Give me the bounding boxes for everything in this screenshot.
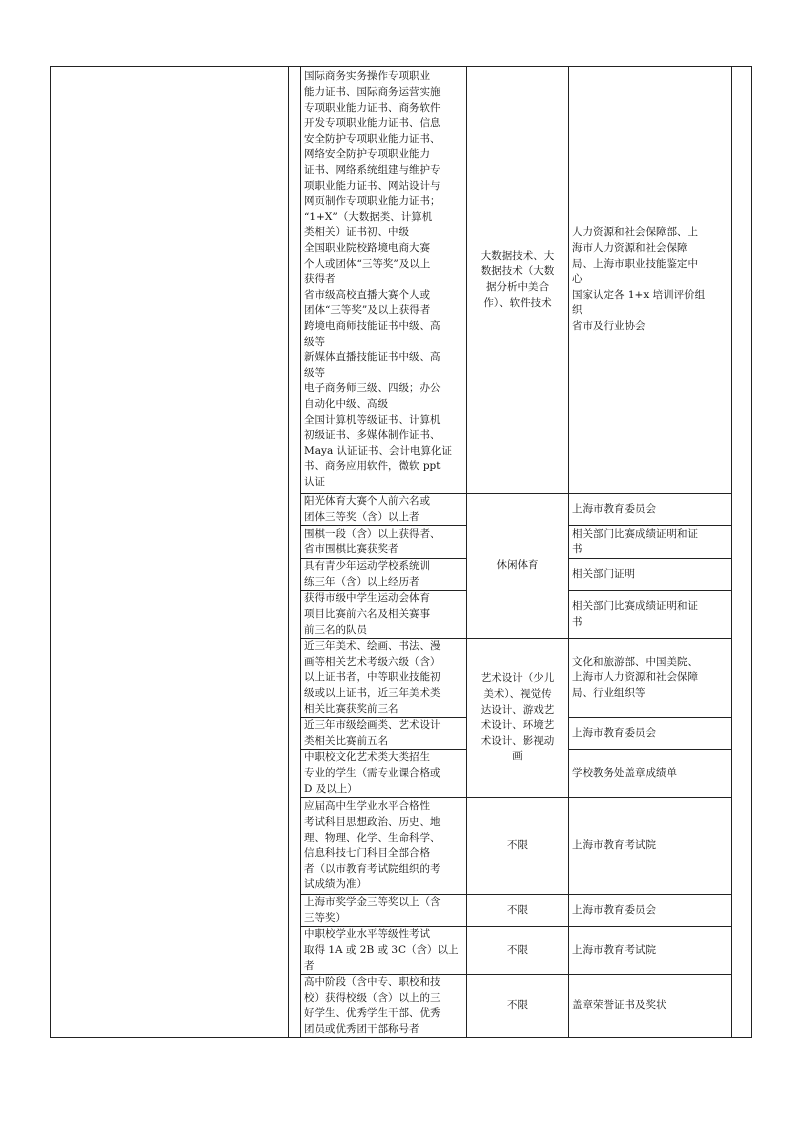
text-line: 国际商务实务操作专项职业 <box>304 70 430 83</box>
issuing-body-cell <box>569 895 732 927</box>
text-line: 国家认定各 1+x 培训评价组 <box>572 288 706 301</box>
text-line: 级或以上证书，近三年美术类 <box>304 686 441 699</box>
text-line: 大数据技术、大 <box>480 249 555 262</box>
text-line: 学校教务处盖章成绩单 <box>572 766 677 779</box>
text-line: 三等奖） <box>304 911 346 924</box>
text-line: 术设计、影视动 <box>480 734 555 747</box>
requirement-cell <box>301 750 467 798</box>
text-line: 中职校文化艺术类大类招生 <box>304 751 430 764</box>
text-line: 者（以市教育考试院组织的考 <box>304 862 441 875</box>
text-line: 阳光体育大赛个人前六名或 <box>304 495 430 507</box>
text-line: “1+X”（大数据类、计算机 <box>304 210 433 223</box>
text-line: 相关部门证明 <box>572 567 635 580</box>
text-line: 围棋一段（含）以上获得者、 <box>304 527 441 540</box>
text-line: 开发专项职业能力证书、信息 <box>304 117 441 130</box>
text-line: 据分析中美合 <box>486 281 549 293</box>
text-line: 书 <box>572 615 583 628</box>
major-field-cell <box>467 494 569 639</box>
text-line: 团体“三等奖”及以上获得者 <box>304 304 431 317</box>
text-line: 书 <box>572 543 583 556</box>
text-line: 省市围棋比赛获奖者 <box>304 543 399 556</box>
requirement-cell <box>301 559 467 591</box>
text-line: 局、上海市职业技能鉴定中 <box>572 257 698 270</box>
text-line: 团员或优秀团干部称号者 <box>304 1022 420 1035</box>
text-line: 不限 <box>507 839 528 852</box>
text-line: 书、商务应用软件，微软 ppt <box>304 460 441 473</box>
table-row <box>51 67 752 494</box>
text-line: Maya 认证证书、会计电算化证 <box>304 444 453 457</box>
text-line: 上海市教育考试院 <box>572 839 656 852</box>
issuing-body-cell <box>569 927 732 975</box>
text-line: 上海市教育委员会 <box>572 903 656 916</box>
major-field-cell <box>467 927 569 975</box>
requirement-cell <box>301 526 467 559</box>
issuing-body-cell <box>569 67 732 494</box>
issuing-body-cell <box>569 526 732 559</box>
text-line: 盖章荣誉证书及奖状 <box>572 999 667 1012</box>
text-line: 电子商务师三级、四级；办公 <box>304 382 441 395</box>
text-line: 网络安全防护专项职业能力 <box>304 148 430 161</box>
text-line: 全国计算机等级证书、计算机 <box>304 413 441 426</box>
text-line: 网页制作专项职业能力证书； <box>304 195 441 208</box>
text-line: 相关比赛获奖前三名 <box>304 702 399 715</box>
text-line: 艺术设计（少儿 <box>480 672 555 685</box>
requirement-cell <box>301 591 467 639</box>
text-line: 专项职业能力证书、商务软件 <box>304 101 441 114</box>
issuing-body-cell <box>569 975 732 1038</box>
requirement-cell <box>301 718 467 750</box>
text-line: 数据技术（大数 <box>480 265 555 278</box>
text-line: 文化和旅游部、中国美院、 <box>572 655 698 668</box>
text-line: 初级证书、多媒体制作证书、 <box>304 429 441 442</box>
text-line: 人力资源和社会保障部、上 <box>572 226 698 239</box>
admission-requirements-table <box>50 66 752 1038</box>
issuing-body-cell <box>569 494 732 526</box>
text-line: 跨境电商师技能证书中级、高 <box>304 319 441 332</box>
requirement-cell <box>301 494 467 526</box>
text-line: 级等 <box>304 335 325 348</box>
text-line: 类相关比赛前五名 <box>304 734 388 747</box>
text-line: 试成绩为准） <box>304 878 367 891</box>
text-line: 证书、网络系统组建与维护专 <box>304 164 441 177</box>
text-line: 美术）、视觉传 <box>483 687 552 700</box>
requirement-cell <box>301 798 467 895</box>
text-line: 上海市奖学金三等奖以上（含 <box>304 896 441 909</box>
text-line: 省市级高校直播大赛个人或 <box>304 288 430 301</box>
text-line: 者 <box>304 959 315 972</box>
text-line: 自动化中级、高级 <box>304 397 388 410</box>
text-line: 省市及行业协会 <box>572 319 646 332</box>
text-line: 获得者 <box>304 273 336 286</box>
text-line: 作）、软件技术 <box>483 296 552 309</box>
text-line: 画等相关艺术考级六级（含） <box>304 655 441 668</box>
text-line: 上海市人力资源和社会保障 <box>572 671 698 684</box>
text-line: 新媒体直播技能证书中级、高 <box>304 351 441 364</box>
requirement-cell <box>301 895 467 927</box>
text-line: 全国职业院校路境电商大赛 <box>304 242 430 255</box>
text-line: 画 <box>512 750 523 763</box>
text-line: 前三名的队员 <box>304 623 367 636</box>
major-field-cell <box>467 798 569 895</box>
text-line: 练三年（含）以上经历者 <box>304 575 420 588</box>
text-line: 团体三等奖（含）以上者 <box>304 510 420 523</box>
text-line: 校）获得校级（含）以上的三 <box>304 991 441 1004</box>
text-line: 近三年市级绘画类、艺术设计 <box>304 719 441 732</box>
text-line: 达设计、游戏艺 <box>480 703 555 716</box>
text-line: 信息科技七门科目全部合格 <box>304 847 430 860</box>
text-line: 级等 <box>304 366 325 379</box>
text-line: 织 <box>572 304 583 317</box>
text-line: 高中阶段（含中专、职校和技 <box>304 976 441 989</box>
text-line: 术设计、环境艺 <box>480 719 555 732</box>
major-field-cell <box>467 67 569 494</box>
issuing-body-cell <box>569 559 732 591</box>
text-line: 不限 <box>507 999 528 1012</box>
text-line: D 及以上） <box>304 782 358 795</box>
text-line: 安全防护专项职业能力证书、 <box>304 132 441 145</box>
issuing-body-cell <box>569 591 732 639</box>
text-line: 中职校学业水平等级性考试 <box>304 928 430 941</box>
text-line: 上海市教育考试院 <box>572 943 656 956</box>
issuing-body-cell <box>569 750 732 798</box>
text-line: 具有青少年运动学校系统训 <box>304 560 430 573</box>
issuing-body-cell <box>569 639 732 718</box>
text-line: 上海市教育委员会 <box>572 502 656 515</box>
category-cell <box>51 67 289 1038</box>
text-line: 专业的学生（需专业课合格或 <box>304 766 441 779</box>
text-line: 应届高中生学业水平合格性 <box>304 800 430 813</box>
requirement-cell <box>301 639 467 718</box>
text-line: 项职业能力证书、网站设计与 <box>304 179 441 192</box>
text-line: 心 <box>572 273 583 286</box>
text-line: 相关部门比赛成绩证明和证 <box>572 600 698 613</box>
text-line: 认证 <box>304 475 325 488</box>
text-line: 理、物理、化学、生命科学、 <box>304 831 441 844</box>
text-line: 局、行业组织等 <box>572 686 646 699</box>
major-field-cell <box>467 639 569 798</box>
spacer-cell <box>289 67 301 1038</box>
requirement-cell <box>301 927 467 975</box>
issuing-body-cell <box>569 798 732 895</box>
text-line: 获得市级中学生运动会体育 <box>304 592 430 605</box>
major-field-cell <box>467 975 569 1038</box>
major-field-cell <box>467 895 569 927</box>
text-line: 类相关）证书初、中级 <box>304 226 409 239</box>
remarks-cell <box>732 67 752 1038</box>
text-line: 近三年美术、绘画、书法、漫 <box>304 640 441 653</box>
text-line: 上海市教育委员会 <box>572 726 656 739</box>
text-line: 能力证书、国际商务运营实施 <box>304 86 441 99</box>
text-line: 海市人力资源和社会保障 <box>572 242 688 255</box>
text-line: 好学生、优秀学生干部、优秀 <box>304 1007 441 1020</box>
issuing-body-cell <box>569 718 732 750</box>
requirement-cell <box>301 67 467 494</box>
text-line: 项目比赛前六名及相关赛事 <box>304 607 430 620</box>
text-line: 休闲体育 <box>496 559 539 572</box>
table-body <box>51 67 752 1038</box>
text-line: 取得 1A 或 2B 或 3C（含）以上 <box>304 943 459 956</box>
text-line: 个人或团体“三等奖”及以上 <box>304 257 431 270</box>
text-line: 考试科目思想政治、历史、地 <box>304 815 441 828</box>
text-line: 不限 <box>507 943 528 956</box>
text-line: 不限 <box>507 903 528 916</box>
requirement-cell <box>301 975 467 1038</box>
text-line: 相关部门比赛成绩证明和证 <box>572 527 698 540</box>
text-line: 以上证书者，中等职业技能初 <box>304 671 441 684</box>
